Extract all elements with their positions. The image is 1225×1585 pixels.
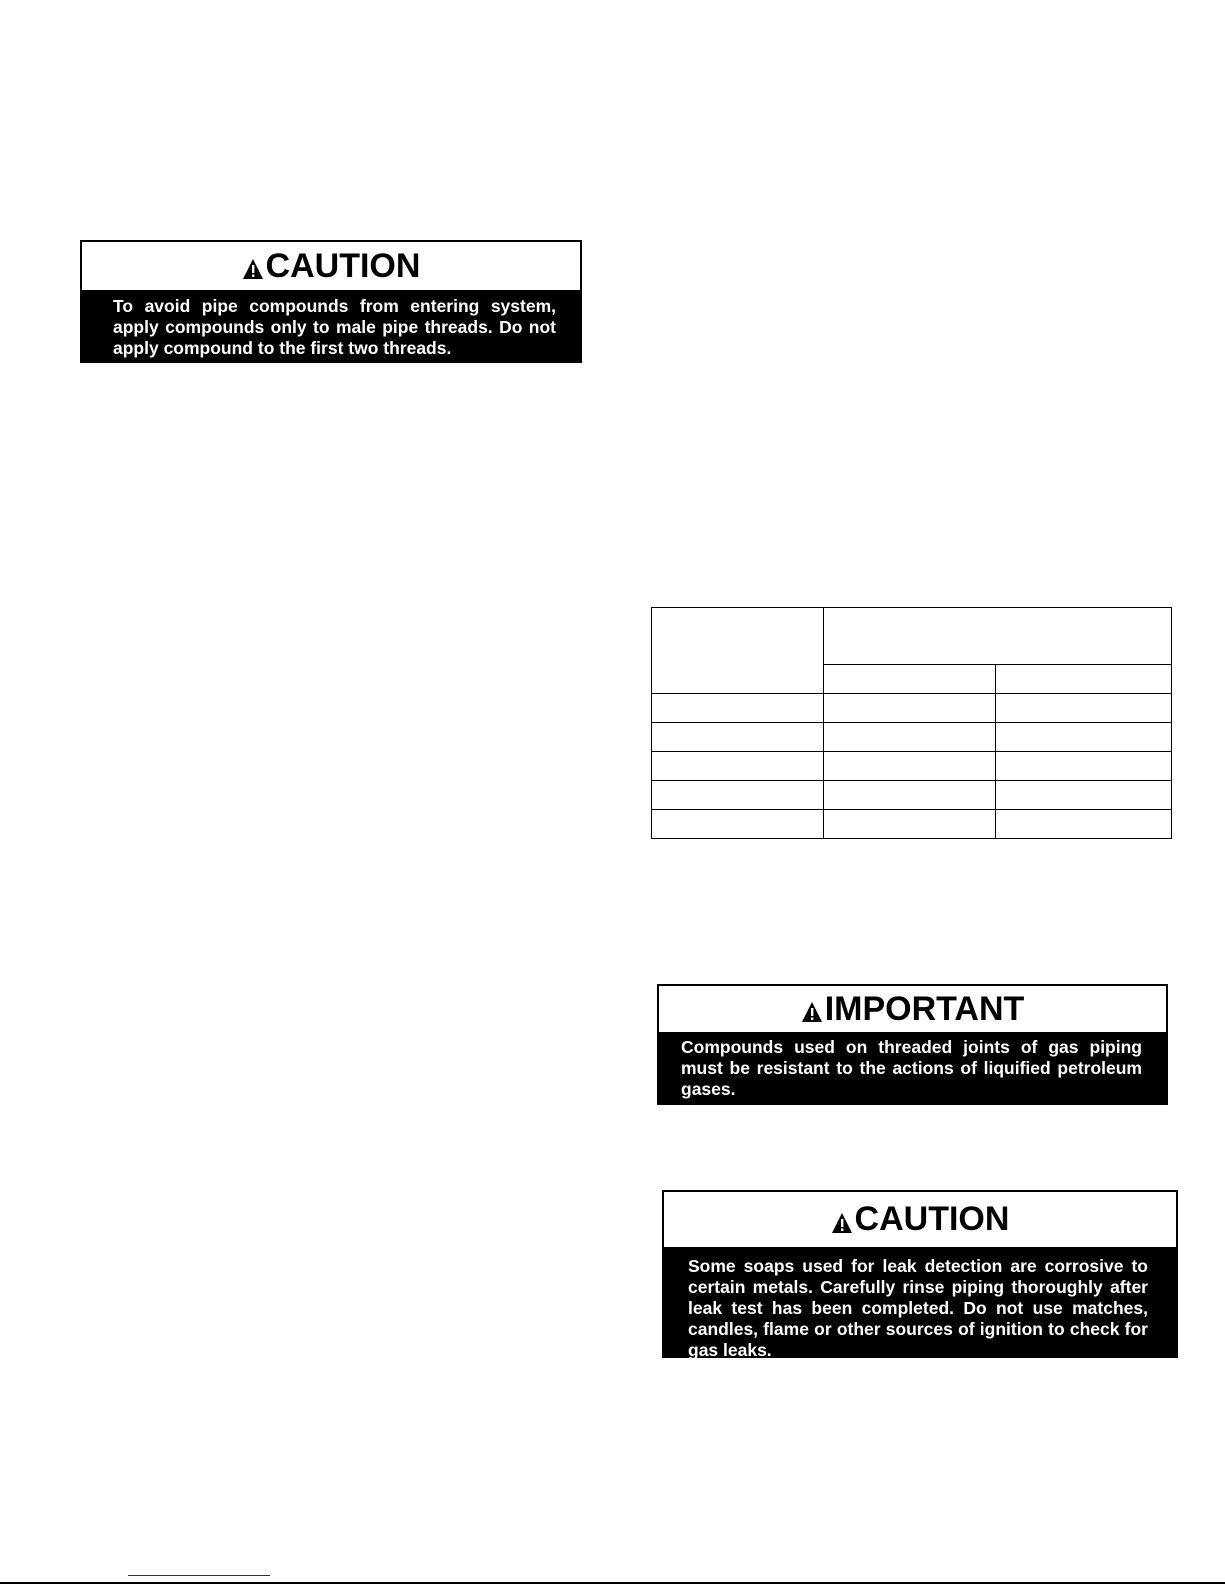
warning-triangle-icon (831, 1212, 853, 1234)
important-notice-compounds (657, 984, 1168, 1105)
warning-triangle-icon (242, 258, 264, 280)
notice-body: Compounds used on threaded joints of gas piping must be resistant to the actions of liquified petroleum gases. (659, 1032, 1166, 1103)
notice-heading (664, 1192, 1176, 1247)
notice-heading (659, 986, 1166, 1032)
footer-divider (0, 1582, 1225, 1584)
notice-heading-text: IMPORTANT (824, 989, 1025, 1028)
notice-heading (82, 242, 580, 290)
specification-table (651, 607, 1172, 839)
table-row (652, 694, 1172, 723)
notice-body: Some soaps used for leak detection are corrosive to certain metals. Carefully rinse piping thoroughly after leak test has been completed. Do not use matches, candles, flame or other sources of ignition to check for gas leaks. (664, 1247, 1176, 1356)
table-row (652, 810, 1172, 839)
notice-heading-text: CAUTION (854, 1200, 1010, 1238)
table-row (652, 752, 1172, 781)
notice-body: To avoid pipe compounds from entering system, apply compounds only to male pipe threads. Do not apply compound to the first two threads. (82, 290, 580, 361)
table-row (652, 723, 1172, 752)
table-subheader-cell (996, 665, 1172, 694)
caution-notice-pipe-compounds (80, 240, 582, 363)
table-header-cell (652, 608, 824, 694)
table-subheader-cell (824, 665, 996, 694)
footer-link-underline[interactable] (128, 1575, 270, 1576)
warning-triangle-icon (801, 1001, 823, 1023)
table-header-cell (824, 608, 1172, 665)
caution-notice-leak-detection (662, 1190, 1178, 1358)
notice-heading-text: CAUTION (265, 246, 421, 285)
table-row (652, 781, 1172, 810)
